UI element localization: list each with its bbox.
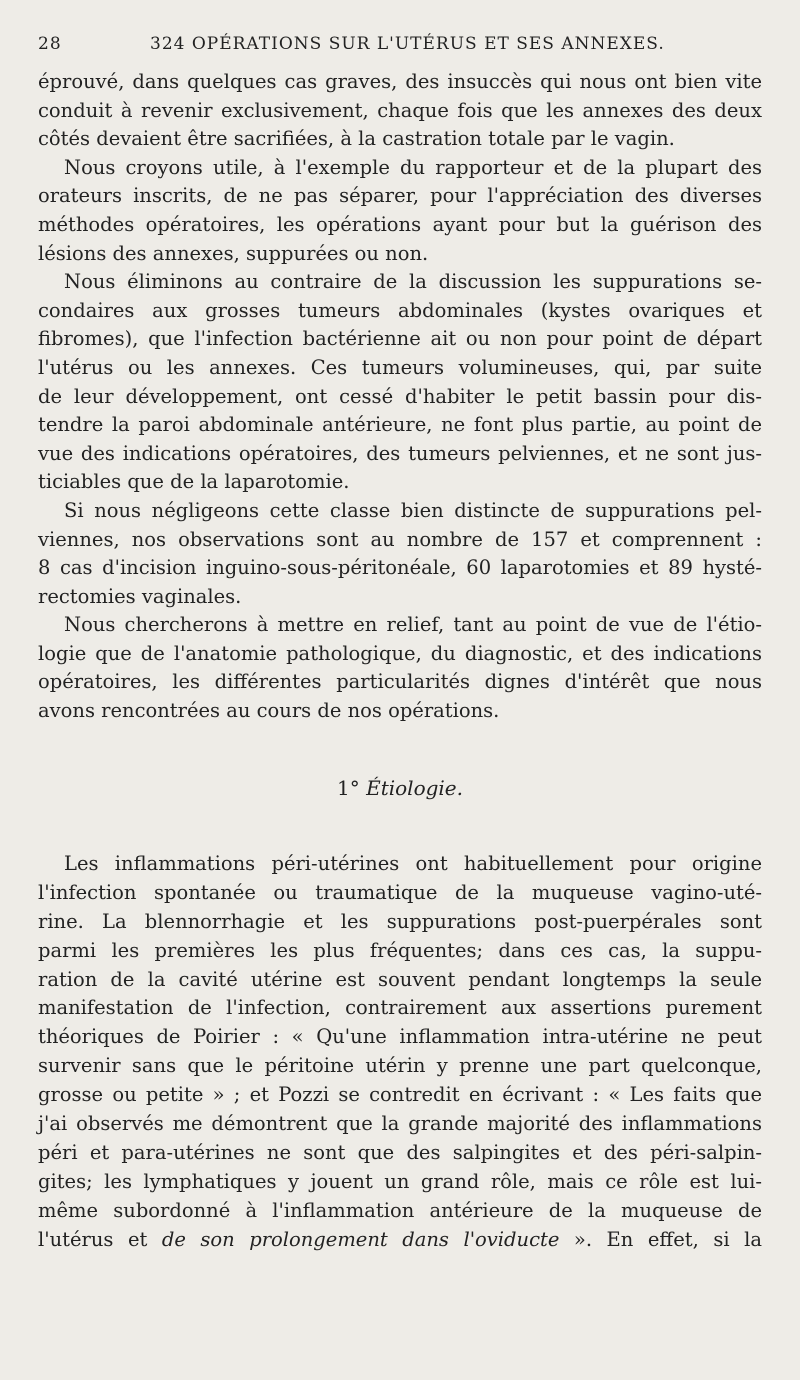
text-line: logie que de l'anatomie pathologique, du diagnostic, et des indications: [38, 641, 762, 665]
heading-number: 1°: [337, 776, 360, 800]
text-line: ration de la cavité utérine est souvent pendant longtemps la seule: [38, 967, 762, 991]
text-line: Nous chercherons à mettre en relief, tant au point de vue de l'étio-: [64, 613, 762, 637]
text-line: survenir sans que le péritoine utérin y prenne une part quelconque,: [38, 1054, 762, 1078]
text-line: manifestation de l'infection, contrairement aux assertions purement: [38, 996, 762, 1020]
text-line: avons rencontrées au cours de nos opérations.: [38, 699, 500, 723]
text-line: même subordonné à l'inflammation antérieure de la muqueuse de: [38, 1198, 762, 1222]
text-line: grosse ou petite » ; et Pozzi se contredit en écrivant : « Les faits que: [38, 1083, 762, 1107]
body-section-2: [38, 850, 762, 1254]
text-line: rectomies vaginales.: [38, 584, 242, 608]
page-header: [38, 34, 758, 56]
text-line: viennes, nos observations sont au nombre de 157 et comprennent :: [38, 527, 762, 551]
body-section-1: [38, 68, 762, 726]
text-line: éprouvé, dans quelques cas graves, des insuccès qui nous ont bien vite: [38, 70, 762, 93]
text-line: orateurs inscrits, de ne pas séparer, pour l'appréciation des diverses: [38, 184, 762, 208]
text-line: tendre la paroi abdominale antérieure, ne font plus partie, au point de: [38, 413, 762, 437]
text-line: ticiables que de la laparotomie.: [38, 470, 350, 494]
heading-title: Étiologie.: [366, 776, 463, 800]
section-heading: [0, 776, 800, 800]
text-line-with-italic: [38, 1226, 762, 1255]
text-line: fibromes), que l'infection bactérienne ait ou non pour point de départ: [38, 327, 762, 351]
text-line: de leur développement, ont cessé d'habiter le petit bassin pour dis-: [38, 384, 762, 408]
text-line: théoriques de Poirier : « Qu'une inflammation intra-utérine ne peut: [38, 1025, 762, 1049]
text-line: rine. La blennorrhagie et les suppurations post-puerpérales sont: [38, 909, 762, 933]
page-number: 28: [38, 34, 62, 54]
text-line: péri et para-utérines ne sont que des salpingites et des péri-salpin-: [38, 1140, 762, 1164]
text-line: lésions des annexes, suppurées ou non.: [38, 241, 429, 265]
text-fragment: ». En effet, si la: [559, 1227, 762, 1251]
text-line: l'utérus ou les annexes. Ces tumeurs volumineuses, qui, par suite: [38, 355, 762, 379]
text-line: l'infection spontanée ou traumatique de la muqueuse vagino-uté-: [38, 880, 762, 904]
text-line: vue des indications opératoires, des tumeurs pelviennes, et ne sont jus-: [38, 441, 762, 465]
text-line: conduit à revenir exclusivement, chaque fois que les annexes des deux: [38, 98, 762, 122]
text-line: côtés devaient être sacrifiées, à la castration totale par le vagin.: [38, 127, 675, 151]
text-line: Nous croyons utile, à l'exemple du rapporteur et de la plupart des: [64, 155, 762, 179]
text-line: opératoires, les différentes particularités dignes d'intérêt que nous: [38, 670, 762, 694]
running-title: 324 OPÉRATIONS SUR L'UTÉRUS ET SES ANNEXES.: [150, 34, 665, 54]
italic-quote: de son prolongement dans l'oviducte: [161, 1227, 560, 1251]
text-line: 8 cas d'incision inguino-sous-péritonéale, 60 laparotomies et 89 hysté-: [38, 556, 762, 580]
text-line: méthodes opératoires, les opérations ayant pour but la guérison des: [38, 212, 762, 236]
text-line: condaires aux grosses tumeurs abdominales (kystes ovariques et: [38, 298, 762, 322]
text-line: j'ai observés me démontrent que la grande majorité des inflammations: [38, 1112, 762, 1136]
text-line: Nous éliminons au contraire de la discussion les suppurations se-: [64, 270, 762, 294]
text-fragment: l'utérus et: [38, 1227, 162, 1251]
text-line: Si nous négligeons cette classe bien distincte de suppurations pel-: [64, 498, 762, 522]
text-line: parmi les premières les plus fréquentes; dans ces cas, la suppu-: [38, 938, 762, 962]
text-line: Les inflammations péri-utérines ont habituellement pour origine: [64, 852, 762, 875]
text-line: gites; les lymphatiques y jouent un grand rôle, mais ce rôle est lui-: [38, 1169, 762, 1193]
